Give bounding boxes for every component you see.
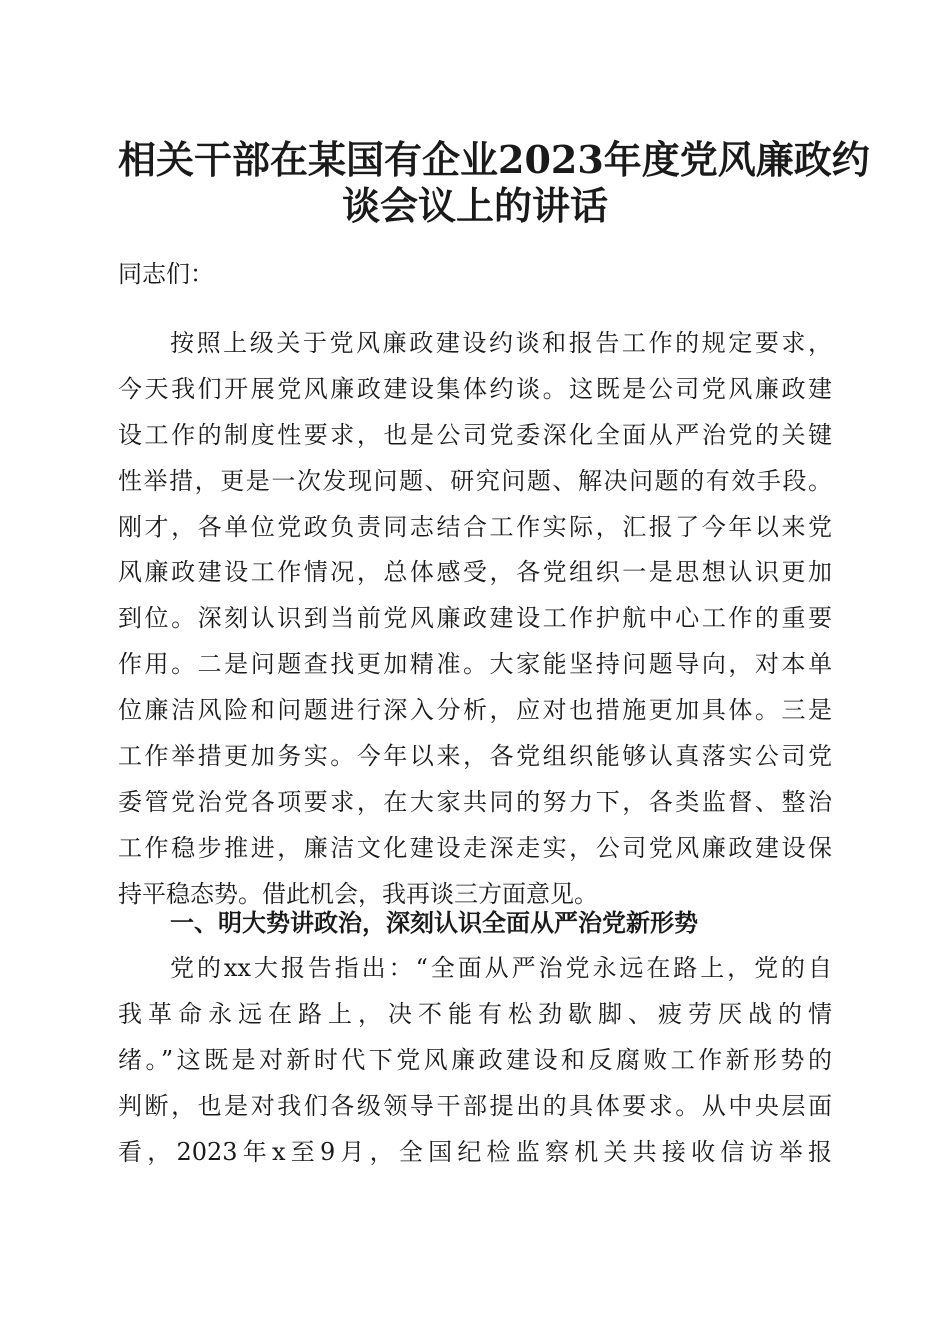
paragraph-line: 今天我们开展党风廉政建设集体约谈。这既是公司党风廉政建 [118,374,832,403]
paragraph-line: 委管党治党各项要求，在大家共同的努力下，各类监督、整治 [118,787,832,816]
document-title-line-2: 谈会议上的讲话 [341,183,608,228]
paragraph-line: 工作稳步推进，廉洁文化建设走深走实，公司党风廉政建设保 [118,833,832,862]
paragraph-line: 按照上级关于党风廉政建设约谈和报告工作的规定要求， [170,329,832,357]
section-heading-1: 一、明大势讲政治，深刻认识全面从严治党新形势 [170,909,698,937]
paragraph-line: 位廉洁风险和问题进行深入分析，应对也措施更加具体。三是 [118,696,832,725]
paragraph-line: 判断，也是对我们各级领导干部提出的具体要求。从中央层面 [118,1091,832,1120]
paragraph-line: 到位。深刻认识到当前党风廉政建设工作护航中心工作的重要 [118,604,832,633]
paragraph-line: 刚才，各单位党政负责同志结合工作实际，汇报了今年以来党 [118,512,832,541]
paragraph-line: 我革命永远在路上，决不能有松劲歇脚、疲劳厌战的情 [118,999,832,1028]
salutation: 同志们： [118,260,214,288]
paragraph-line: 性举措，更是一次发现问题、研究问题、解决问题的有效手段。 [118,466,832,495]
paragraph-2 [118,946,832,1175]
paragraph-line: 持平稳态势。借此机会，我再谈三方面意见。 [118,879,598,908]
paragraph-line: 工作举措更加务实。今年以来，各党组织能够认真落实公司党 [118,742,832,771]
document-title-line-1: 相关干部在某国有企业2023年度党风廉政约 [118,137,870,182]
paragraph-line: 绪。”这既是对新时代下党风廉政建设和反腐败工作新形势的 [118,1045,832,1074]
paragraph-line: 党的xx大报告指出：“全面从严治党永远在路上，党的自 [170,954,832,982]
paragraph-line: 作用。二是问题查找更加精准。大家能坚持问题导向，对本单 [118,650,832,679]
paragraph-line: 设工作的制度性要求，也是公司党委深化全面从严治党的关键 [118,420,832,449]
paragraph-line: 看，2023年x至9月，全国纪检监察机关共接收信访举报 [118,1137,832,1166]
paragraph-line: 风廉政建设工作情况，总体感受，各党组织一是思想认识更加 [118,558,832,587]
paragraph-1 [118,321,832,918]
